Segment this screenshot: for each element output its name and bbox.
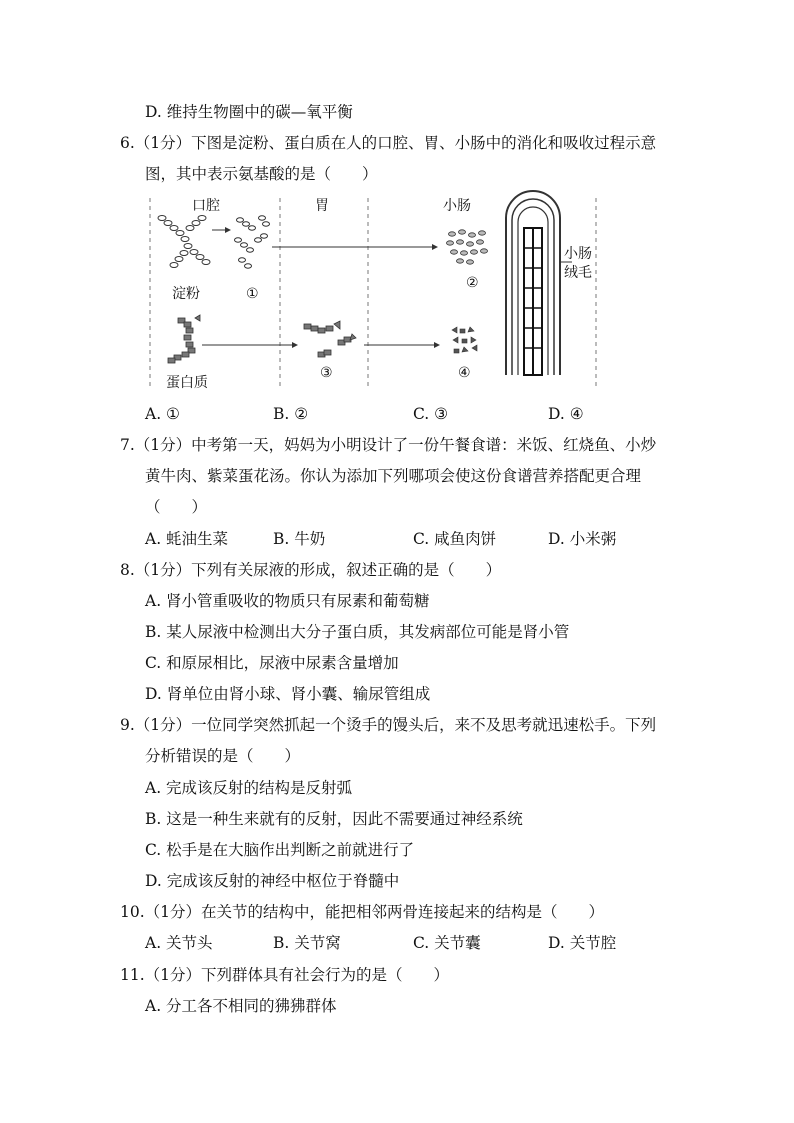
q7-stem-line1: 7.（1分）中考第一天，妈妈为小明设计了一份午餐食谱：米饭、红烧鱼、小炒 [120,436,657,454]
protein-chain-icon [168,315,200,363]
q9-option-a: A. 完成该反射的结构是反射弧 [145,779,353,797]
digestion-diagram [140,190,610,390]
q8-option-a: A. 肾小管重吸收的物质只有尿素和葡萄糖 [145,592,430,610]
intestinal-villus-icon [506,191,572,375]
q8-option-c: C. 和原尿相比，尿液中尿素含量增加 [145,654,399,672]
q6-option-c: C. ③ [413,405,449,423]
q10-option-c: C. 关节囊 [413,934,481,952]
q10-option-a: A. 关节头 [145,934,213,952]
starch-chain-icon [158,216,210,268]
q8-option-b: B. 某人尿液中检测出大分子蛋白质，其发病部位可能是肾小管 [145,623,570,641]
q7-option-a: A. 蚝油生菜 [145,530,229,548]
q9-option-b: B. 这是一种生来就有的反射，因此不需要通过神经系统 [145,810,523,828]
maltose-fragments-icon [235,216,270,268]
polypeptide-fragments-icon [304,321,356,357]
q9-stem-line2: 分析错误的是（ ） [145,747,301,765]
mark-3: ③ [320,365,333,381]
q10-option-d: D. 关节腔 [548,934,617,952]
q9-stem-line1: 9.（1分）一位同学突然抓起一个烫手的馒头后，来不及思考就迅速松手。下列 [120,716,657,734]
q5-option-d: D. 维持生物圈中的碳—氧平衡 [145,103,353,121]
q6-option-a: A. ① [145,405,180,423]
label-protein: 蛋白质 [166,375,208,390]
q8-stem: 8.（1分）下列有关尿液的形成，叙述正确的是（ ） [120,561,502,579]
label-villus-2: 绒毛 [564,265,592,281]
header-stomach: 胃 [315,198,329,214]
q9-option-d: D. 完成该反射的神经中枢位于脊髓中 [145,872,400,890]
q7-stem-line2: 黄牛肉、紫菜蛋花汤。你认为添加下列哪项会使这份食谱营养搭配更合理 [145,467,642,485]
label-villus-1: 小肠 [564,246,592,262]
q6-stem-line1: 6.（1分）下图是淀粉、蛋白质在人的口腔、胃、小肠中的消化和吸收过程示意 [120,134,657,152]
q6-stem-line2: 图，其中表示氨基酸的是（ ） [145,165,378,183]
q7-option-b: B. 牛奶 [273,530,326,548]
q7-option-c: C. 咸鱼肉饼 [413,530,497,548]
q10-option-b: B. 关节窝 [273,934,341,952]
mark-4: ④ [458,365,471,381]
q11-stem: 11.（1分）下列群体具有社会行为的是（ ） [120,966,450,984]
q7-option-d: D. 小米粥 [548,530,617,548]
q6-option-d: D. ④ [548,405,584,423]
mark-1: ① [246,286,259,302]
header-intestine: 小肠 [443,198,471,214]
q9-option-c: C. 松手是在大脑作出判断之前就进行了 [145,841,415,859]
label-starch: 淀粉 [172,286,200,302]
q11-option-a: A. 分工各不相同的狒狒群体 [145,997,337,1015]
mark-2: ② [466,275,479,291]
glucose-particles-icon [447,230,488,264]
header-mouth: 口腔 [192,198,220,214]
amino-acid-particles-icon [452,327,477,353]
q6-option-b: B. ② [273,405,309,423]
q10-stem: 10.（1分）在关节的结构中，能把相邻两骨连接起来的结构是（ ） [120,903,605,921]
q8-option-d: D. 肾单位由肾小球、肾小囊、输尿管组成 [145,685,431,703]
q7-stem-line3: （ ） [145,498,208,516]
